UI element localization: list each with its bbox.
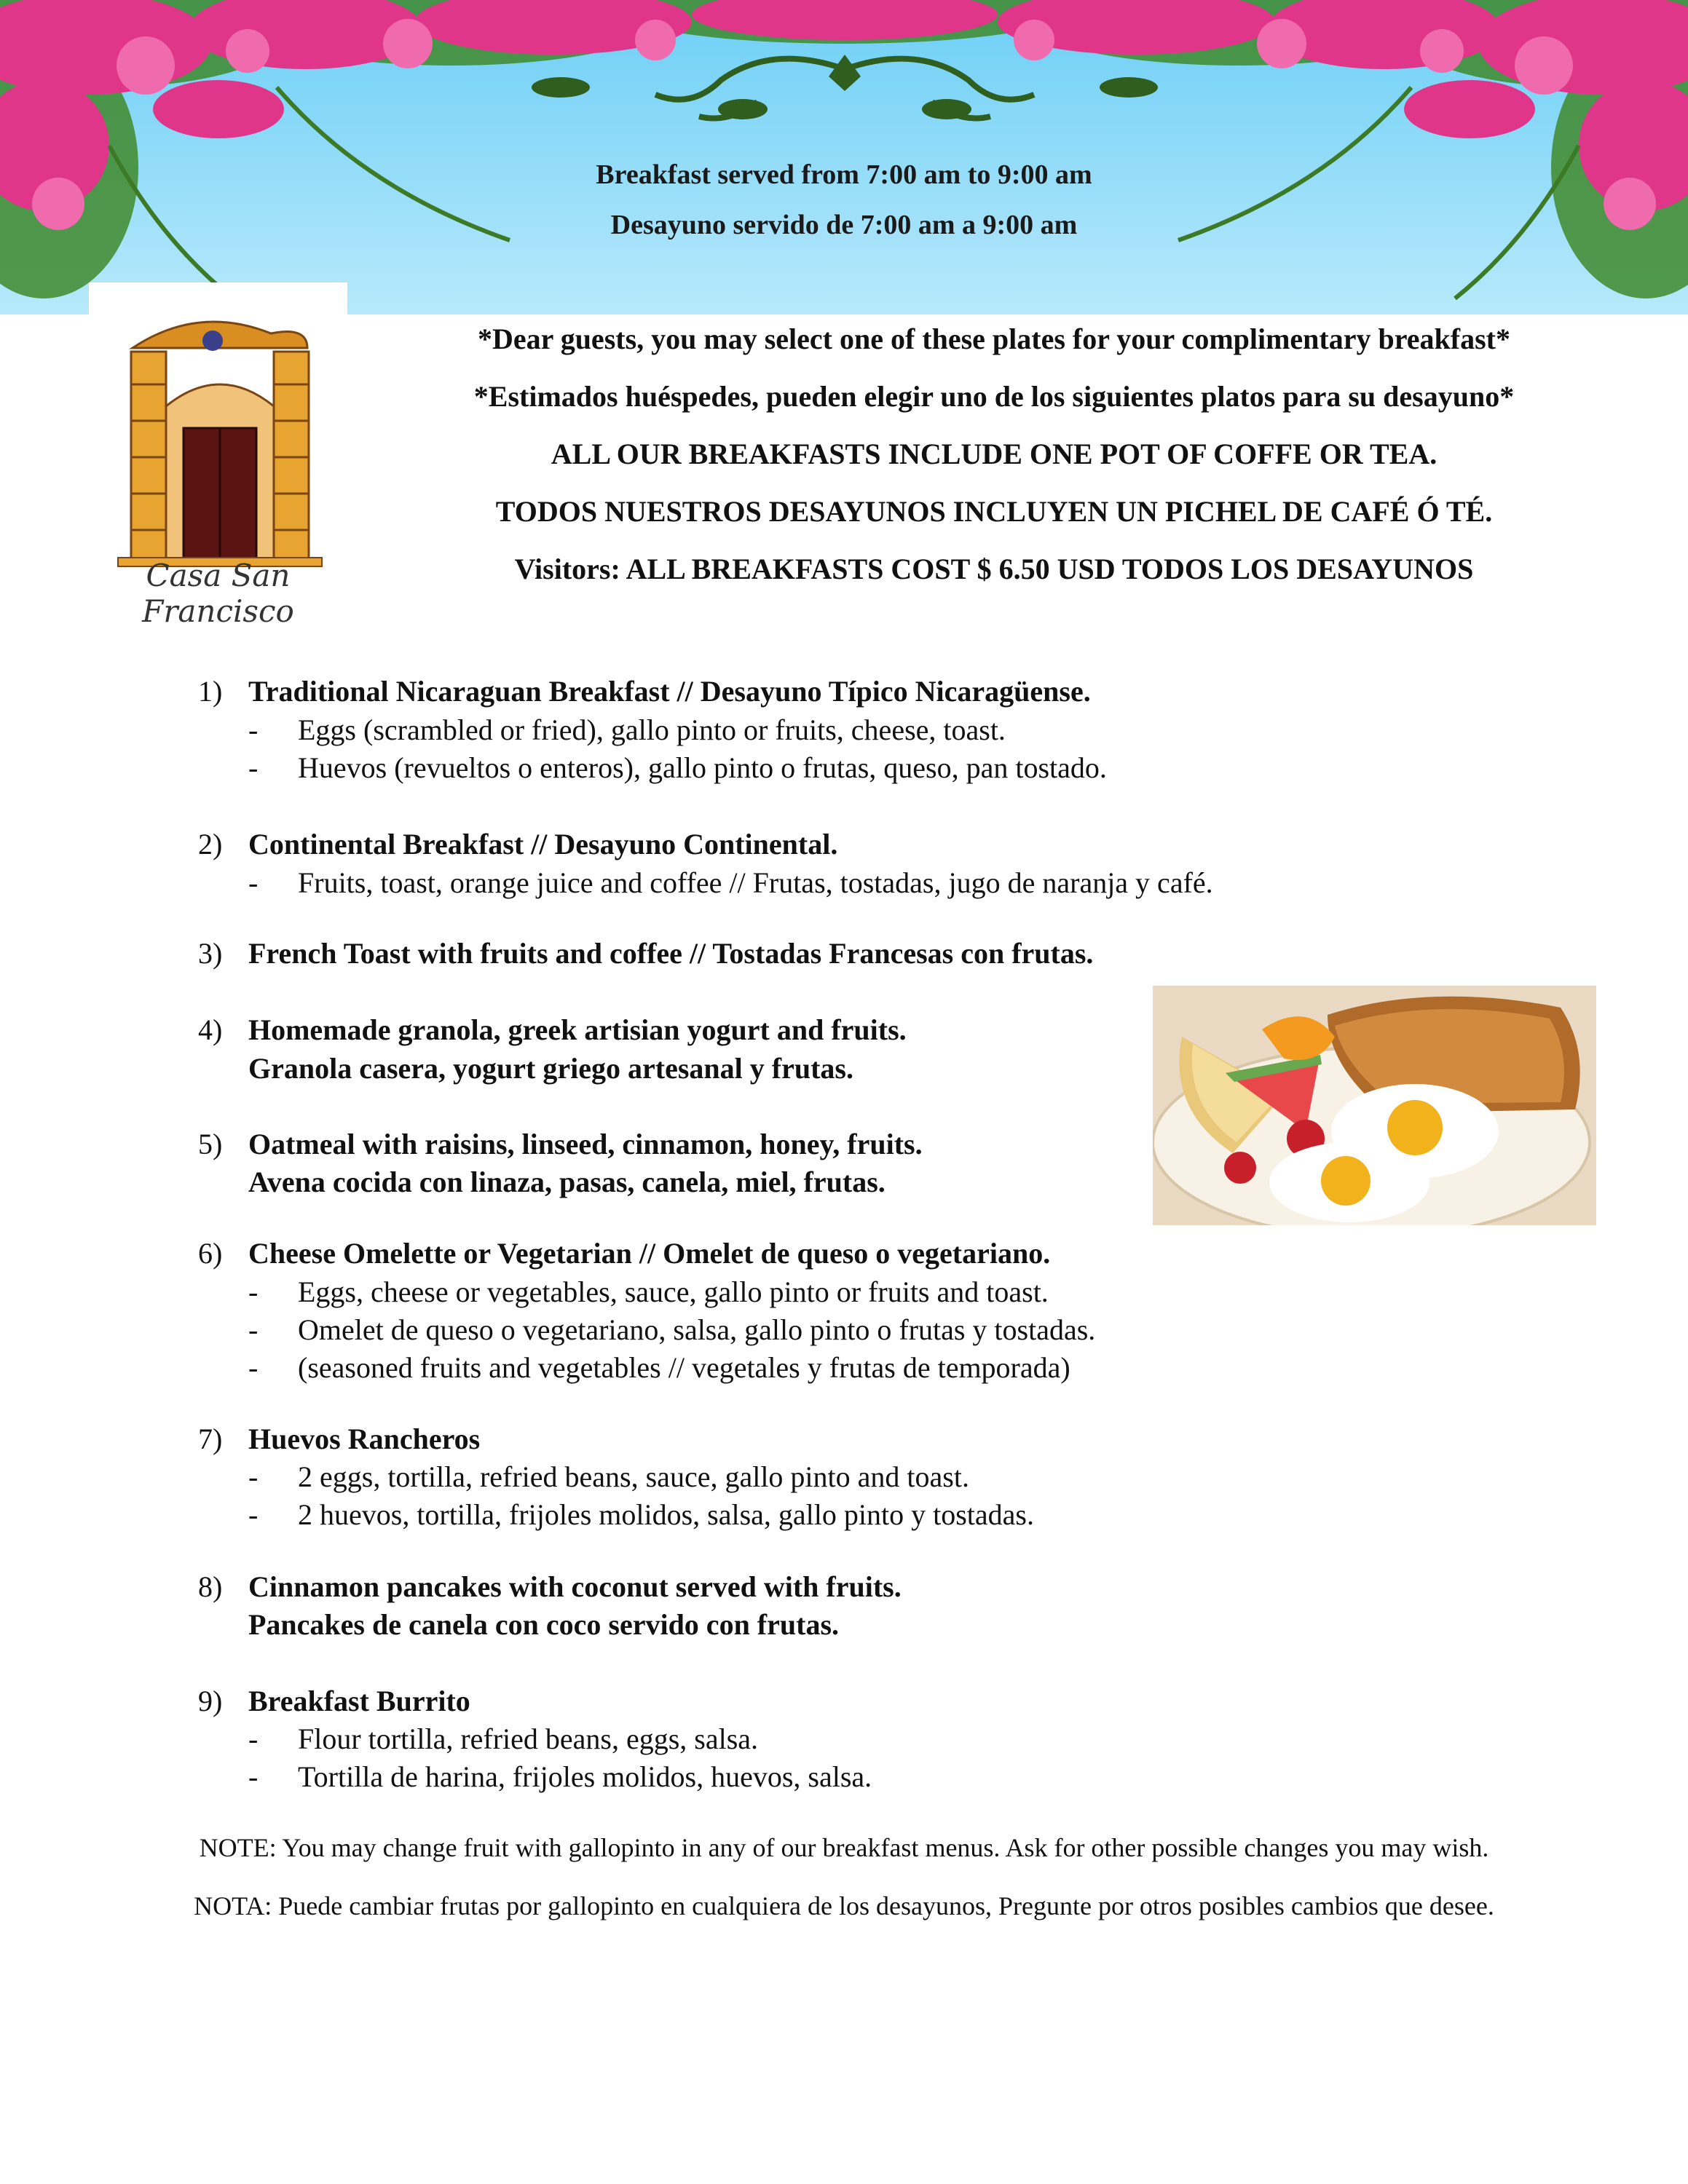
bullet-dash: -	[248, 751, 259, 784]
coffee-tea-note-en: ALL OUR BREAKFASTS INCLUDE ONE POT OF COFFE OR TEA.	[551, 438, 1437, 470]
breakfast-plate-image	[1153, 986, 1596, 1225]
menu-item-detail: Eggs (scrambled or fried), gallo pinto or fruits, cheese, toast.	[298, 713, 1006, 746]
menu-item-number: 1)	[198, 675, 223, 708]
menu-item-title: Cheese Omelette or Vegetarian // Omelet de queso o vegetariano.	[248, 1237, 1051, 1270]
bullet-dash: -	[248, 1722, 259, 1755]
menu-item-detail: 2 huevos, tortilla, frijoles molidos, salsa, gallo pinto y tostadas.	[298, 1498, 1034, 1531]
menu-item-number: 3)	[198, 937, 223, 970]
menu-item-number: 2)	[198, 828, 223, 860]
menu-item-detail: Omelet de queso o vegetariano, salsa, gallo pinto o frutas y tostadas.	[298, 1313, 1096, 1346]
menu-item-number: 4)	[198, 1013, 223, 1046]
bullet-dash: -	[248, 1351, 259, 1384]
header-banner	[0, 0, 1688, 314]
menu-item-detail: Eggs, cheese or vegetables, sauce, gallo pinto or fruits and toast.	[298, 1275, 1049, 1308]
menu-item-title: Huevos Rancheros	[248, 1423, 481, 1455]
bullet-dash: -	[248, 1760, 259, 1793]
bullet-dash: -	[248, 1460, 259, 1493]
hotel-name: Casa San Francisco	[142, 558, 294, 629]
menu-item-subtitle: Pancakes de canela con coco servido con frutas.	[248, 1608, 840, 1641]
menu-item-title: Continental Breakfast // Desayuno Continental.	[248, 828, 838, 860]
menu-item-title: Oatmeal with raisins, linseed, cinnamon, honey, fruits.	[248, 1128, 923, 1160]
bullet-dash: -	[248, 866, 259, 899]
menu-item-number: 7)	[198, 1423, 223, 1455]
menu-item-detail: (seasoned fruits and vegetables // vegetales y frutas de temporada)	[298, 1351, 1070, 1384]
bullet-dash: -	[248, 713, 259, 746]
menu-item-number: 9)	[198, 1685, 223, 1717]
menu-item-detail: 2 eggs, tortilla, refried beans, sauce, gallo pinto and toast.	[298, 1460, 969, 1493]
hotel-logo	[89, 282, 347, 629]
menu-item-title: French Toast with fruits and coffee // Tostadas Francesas con frutas.	[248, 937, 1094, 970]
menu-item-title: Traditional Nicaraguan Breakfast // Desayuno Típico Nicaragüense.	[248, 675, 1091, 708]
bullet-dash: -	[248, 1313, 259, 1346]
menu-item-title: Breakfast Burrito	[248, 1685, 470, 1717]
menu-item-subtitle: Granola casera, yogurt griego artesanal y frutas.	[248, 1052, 853, 1085]
bullet-dash: -	[248, 1275, 259, 1308]
menu-item-number: 5)	[198, 1128, 223, 1160]
breakfast-hours-en: Breakfast served from 7:00 am to 9:00 am	[596, 159, 1092, 190]
coffee-tea-note-es: TODOS NUESTROS DESAYUNOS INCLUYEN UN PICHEL DE CAFÉ Ó TÉ.	[495, 495, 1493, 528]
visitor-price-note: Visitors: ALL BREAKFASTS COST $ 6.50 USD TODOS LOS DESAYUNOS	[514, 553, 1474, 585]
menu-item-number: 6)	[198, 1237, 223, 1270]
menu-item-detail: Fruits, toast, orange juice and coffee // Frutas, tostadas, jugo de naranja y café.	[298, 866, 1213, 899]
breakfast-hours-es: Desayuno servido de 7:00 am a 9:00 am	[610, 210, 1078, 240]
menu-item-detail: Flour tortilla, refried beans, eggs, salsa.	[298, 1722, 759, 1755]
menu-item-detail: Huevos (revueltos o enteros), gallo pinto o frutas, queso, pan tostado.	[298, 751, 1107, 784]
note-en: NOTE: You may change fruit with gallopinto in any of our breakfast menus. Ask for other possible changes you may wish.	[199, 1833, 1489, 1862]
menu-item-title: Homemade granola, greek artisian yogurt and fruits.	[248, 1013, 907, 1046]
note-es: NOTA: Puede cambiar frutas por gallopinto en cualquiera de los desayunos, Pregunte por otros posibles cambios que desee.	[194, 1891, 1494, 1920]
menu-item-number: 8)	[198, 1570, 223, 1603]
complimentary-note-es: *Estimados huéspedes, pueden elegir uno de los siguientes platos para su desayuno*	[473, 380, 1515, 413]
menu-item-subtitle: Avena cocida con linaza, pasas, canela, miel, frutas.	[248, 1166, 886, 1198]
bullet-dash: -	[248, 1498, 259, 1531]
bougainvillea-decoration	[0, 0, 1688, 314]
complimentary-note-en: *Dear guests, you may select one of these plates for your complimentary breakfast*	[478, 323, 1510, 355]
menu-item-title: Cinnamon pancakes with coconut served with fruits.	[248, 1570, 902, 1603]
breakfast-photo	[1153, 986, 1596, 1225]
menu-item-detail: Tortilla de harina, frijoles molidos, huevos, salsa.	[298, 1760, 872, 1793]
